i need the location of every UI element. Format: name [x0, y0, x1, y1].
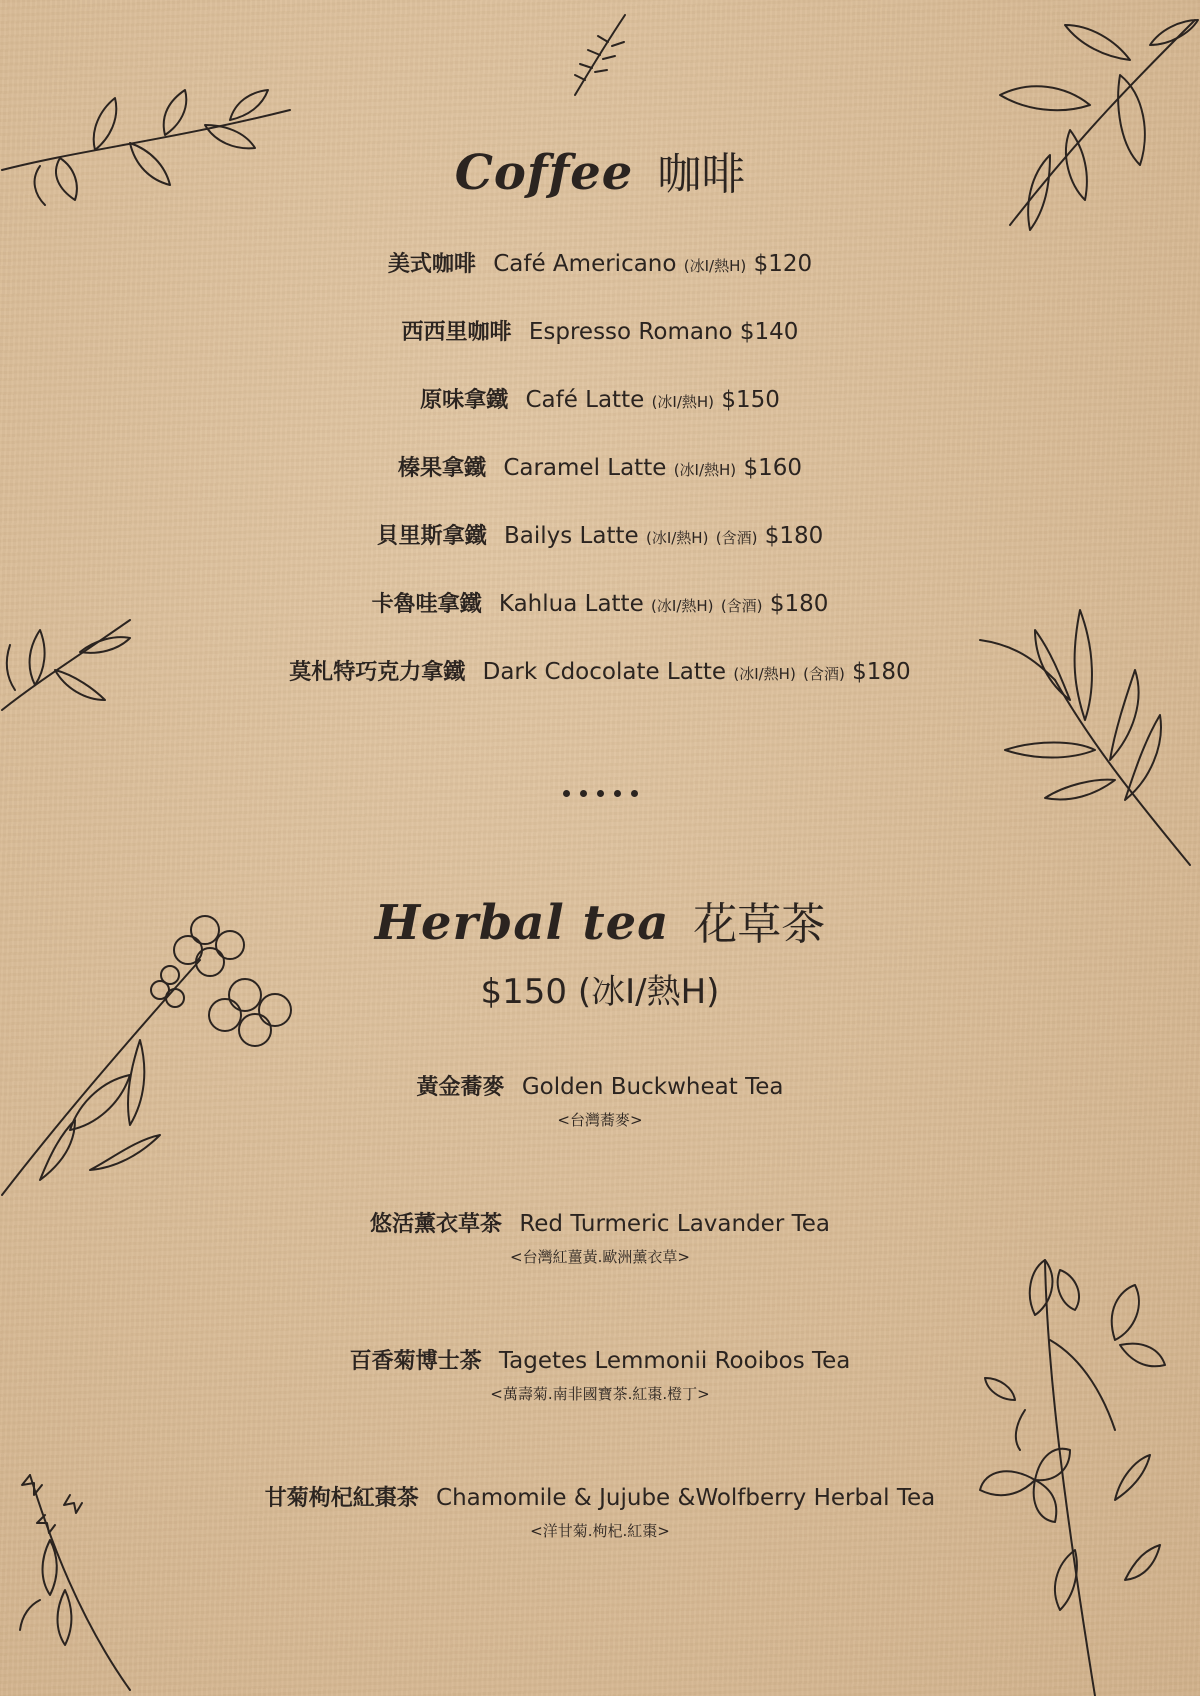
item-name-en: Caramel Latte	[503, 455, 667, 481]
tea-ingredients: <洋甘菊.枸杞.紅棗>	[530, 1522, 670, 1540]
item-name-en: Kahlua Latte	[498, 591, 644, 617]
tea-list	[0, 1070, 1200, 1618]
tea-name-en: Red Turmeric Lavander Tea	[519, 1211, 830, 1237]
menu-item-row	[0, 380, 1200, 448]
item-name-en: Café Americano	[493, 251, 677, 277]
item-name-zh: 榛果拿鐵	[397, 456, 486, 481]
tea-title-zh: 花草茶	[693, 899, 826, 950]
menu-item-row	[0, 652, 1200, 720]
leaf-branch-icon	[570, 10, 630, 100]
item-alcohol-note: (含酒)	[715, 529, 758, 547]
item-name-en: Espresso Romano	[528, 319, 733, 345]
item-price: $120	[753, 251, 813, 277]
tea-ingredients: <台灣紅薑黃.歐洲薰衣草>	[510, 1248, 690, 1266]
tea-name-zh: 黃金蕎麥	[416, 1075, 505, 1100]
tea-name-zh: 百香菊博士茶	[349, 1349, 482, 1374]
item-price: $140	[739, 319, 799, 345]
item-temp-note: (冰I/熱H)	[651, 393, 715, 411]
tea-title-en: Herbal tea	[374, 895, 670, 951]
item-name-zh: 美式咖啡	[387, 252, 476, 277]
item-price: $180	[852, 659, 911, 685]
leaf-branch-icon	[970, 5, 1200, 245]
item-name-en: Bailys Latte	[504, 523, 639, 549]
tea-item-line	[0, 1070, 1200, 1105]
item-price: $150	[721, 387, 780, 413]
divider-dot	[614, 790, 621, 797]
item-name-zh: 莫札特巧克力拿鐵	[289, 660, 466, 685]
divider-dot	[597, 790, 604, 797]
tea-item-line	[0, 1207, 1200, 1242]
item-name-en: Dark Cdocolate Latte	[482, 659, 727, 685]
divider-dot	[631, 790, 638, 797]
tea-name-en: Golden Buckwheat Tea	[521, 1074, 784, 1100]
menu-item-row	[0, 516, 1200, 584]
tea-item-line	[0, 1481, 1200, 1516]
tea-item	[0, 1481, 1200, 1618]
item-alcohol-note: (含酒)	[803, 665, 845, 683]
tea-item	[0, 1070, 1200, 1207]
item-temp-note: (冰I/熱H)	[651, 597, 714, 615]
item-temp-note: (冰I/熱H)	[673, 461, 737, 479]
tea-name-en: Tagetes Lemmonii Rooibos Tea	[498, 1348, 851, 1374]
item-temp-note: (冰I/熱H)	[645, 529, 709, 547]
tea-item-line	[0, 1344, 1200, 1379]
tea-section-title	[0, 888, 1200, 952]
menu-item-row	[0, 244, 1200, 312]
divider-dot	[563, 790, 570, 797]
tea-name-zh: 悠活薰衣草茶	[370, 1212, 503, 1237]
menu-item-row	[0, 448, 1200, 516]
item-price: $180	[769, 591, 829, 617]
tea-ingredients: <台灣蕎麥>	[557, 1111, 643, 1129]
menu-item-row	[0, 312, 1200, 380]
menu-item-row	[0, 584, 1200, 652]
item-name-zh: 貝里斯拿鐵	[376, 524, 487, 549]
item-price: $160	[743, 455, 803, 481]
tea-price: $150 (冰I/熱H)	[480, 972, 720, 1012]
tea-item	[0, 1344, 1200, 1481]
item-temp-note: (冰I/熱H)	[733, 665, 796, 683]
tea-name-en: Chamomile & Jujube &Wolfberry Herbal Tea	[436, 1485, 936, 1511]
item-name-zh: 原味拿鐵	[420, 388, 509, 413]
section-divider	[0, 782, 1200, 801]
tea-name-zh: 甘菊枸杞紅棗茶	[264, 1486, 419, 1511]
item-name-zh: 卡魯哇拿鐵	[371, 592, 482, 617]
coffee-list	[0, 244, 1200, 720]
tea-item	[0, 1207, 1200, 1344]
item-name-zh: 西西里咖啡	[401, 320, 512, 345]
tea-ingredients: <萬壽菊.南非國寶茶.紅棗.橙丁>	[490, 1385, 710, 1403]
item-price: $180	[764, 523, 824, 549]
coffee-section-title	[0, 138, 1200, 202]
divider-dot	[580, 790, 587, 797]
item-name-en: Café Latte	[525, 387, 645, 413]
item-alcohol-note: (含酒)	[720, 597, 763, 615]
item-temp-note: (冰I/熱H)	[683, 257, 747, 275]
coffee-title-en: Coffee	[454, 145, 634, 201]
coffee-title-zh: 咖啡	[657, 149, 746, 200]
